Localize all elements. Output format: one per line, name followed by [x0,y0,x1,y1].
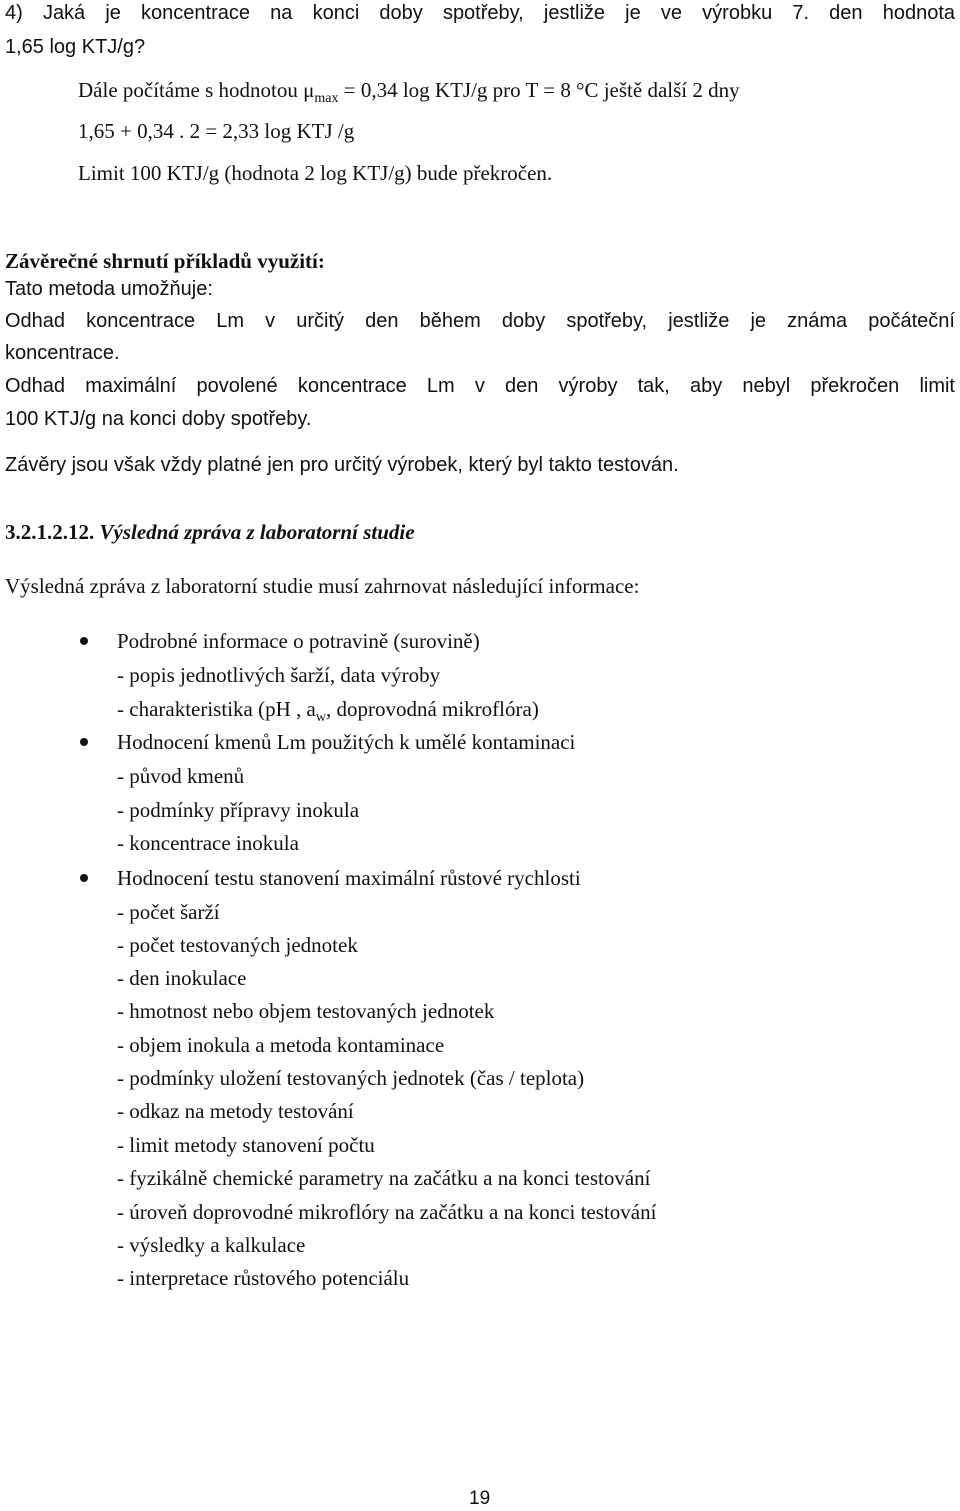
section-title: Výsledná zpráva z laboratorní studie [99,520,415,544]
bullet-icon [80,874,88,882]
summary-item-1-line-2: koncentrace. [5,342,120,364]
section-intro: Výsledná zpráva z laboratorní studie musí zahrnovat následující informace: [5,574,640,598]
bullet-2-subitem: - koncentrace inokula [117,831,299,855]
page-number: 19 [469,1488,491,1509]
bullet-1-subitem: - popis jednotlivých šarží, data výroby [117,663,441,687]
calculation-line-2: 1,65 + 0,34 . 2 = 2,33 log KTJ /g [78,119,355,143]
question-line-2: 1,65 log KTJ/g? [5,36,146,58]
bullet-3-subitem: - objem inokula a metoda kontaminace [117,1033,445,1057]
calculation-line-3: Limit 100 KTJ/g (hodnota 2 log KTJ/g) bude překročen. [78,161,553,185]
bullet-icon [80,738,88,746]
section-number: 3.2.1.2.12. [5,520,95,544]
bullet-icon [80,637,88,645]
calculation-text: = 0,34 log KTJ/g pro T = 8 °C ještě další 2 dny [338,78,740,102]
summary-heading: Závěrečné shrnutí příkladů využití: [5,249,325,273]
bullet-3-subitem: - interpretace růstového potenciálu [117,1266,410,1290]
summary-item-2-line-2: 100 KTJ/g na konci doby spotřeby. [5,408,312,430]
bullet-3-subitem: - úroveň doprovodné mikroflóry na začátku a na konci testování [117,1200,657,1224]
bullet-2-subitem: - podmínky přípravy inokula [117,798,360,822]
bullet-3-subitem: - výsledky a kalkulace [117,1233,306,1257]
bullet-3-subitem: - počet testovaných jednotek [117,933,358,957]
bullet-3-subitem: - limit metody stanovení počtu [117,1133,375,1157]
mu-subscript: max [314,91,339,107]
summary-item-2-line-1: Odhad maximální povolené koncentrace Lm v den výroby tak, aby nebyl překročen limit [5,375,955,397]
bullet-3-title: Hodnocení testu stanovení maximální růstové rychlosti [117,866,581,890]
subitem-text: , doprovodná mikroflóra) [325,697,539,721]
bullet-3-subitem: - fyzikálně chemické parametry na začátku a na konci testování [117,1166,651,1190]
subitem-text: - charakteristika (pH , a [117,697,316,721]
bullet-3-subitem: - odkaz na metody testování [117,1099,354,1123]
bullet-1-subitem [117,696,539,731]
bullet-1-title: Podrobné informace o potravině (surovině) [117,629,480,653]
summary-conclusion: Závěry jsou však vždy platné jen pro určitý výrobek, který byl takto testován. [5,454,679,476]
calculation-line-1 [78,77,740,112]
bullet-2-title: Hodnocení kmenů Lm použitých k umělé kontaminaci [117,730,576,754]
bullet-3-subitem: - počet šarží [117,900,220,924]
summary-item-1-line-1: Odhad koncentrace Lm v určitý den během doby spotřeby, jestliže je známa počáteční [5,310,955,332]
bullet-3-subitem: - den inokulace [117,966,247,990]
question-line-1: 4) Jaká je koncentrace na konci doby spotřeby, jestliže je ve výrobku 7. den hodnota [5,2,955,24]
aw-subscript: w [315,710,326,726]
bullet-3-subitem: - podmínky uložení testovaných jednotek (čas / teplota) [117,1066,585,1090]
bullet-3-subitem: - hmotnost nebo objem testovaných jednotek [117,999,495,1023]
calculation-text: Dále počítáme s hodnotou μ [78,78,315,102]
section-heading [5,519,415,545]
summary-intro: Tato metoda umožňuje: [5,278,213,300]
bullet-2-subitem: - původ kmenů [117,764,245,788]
